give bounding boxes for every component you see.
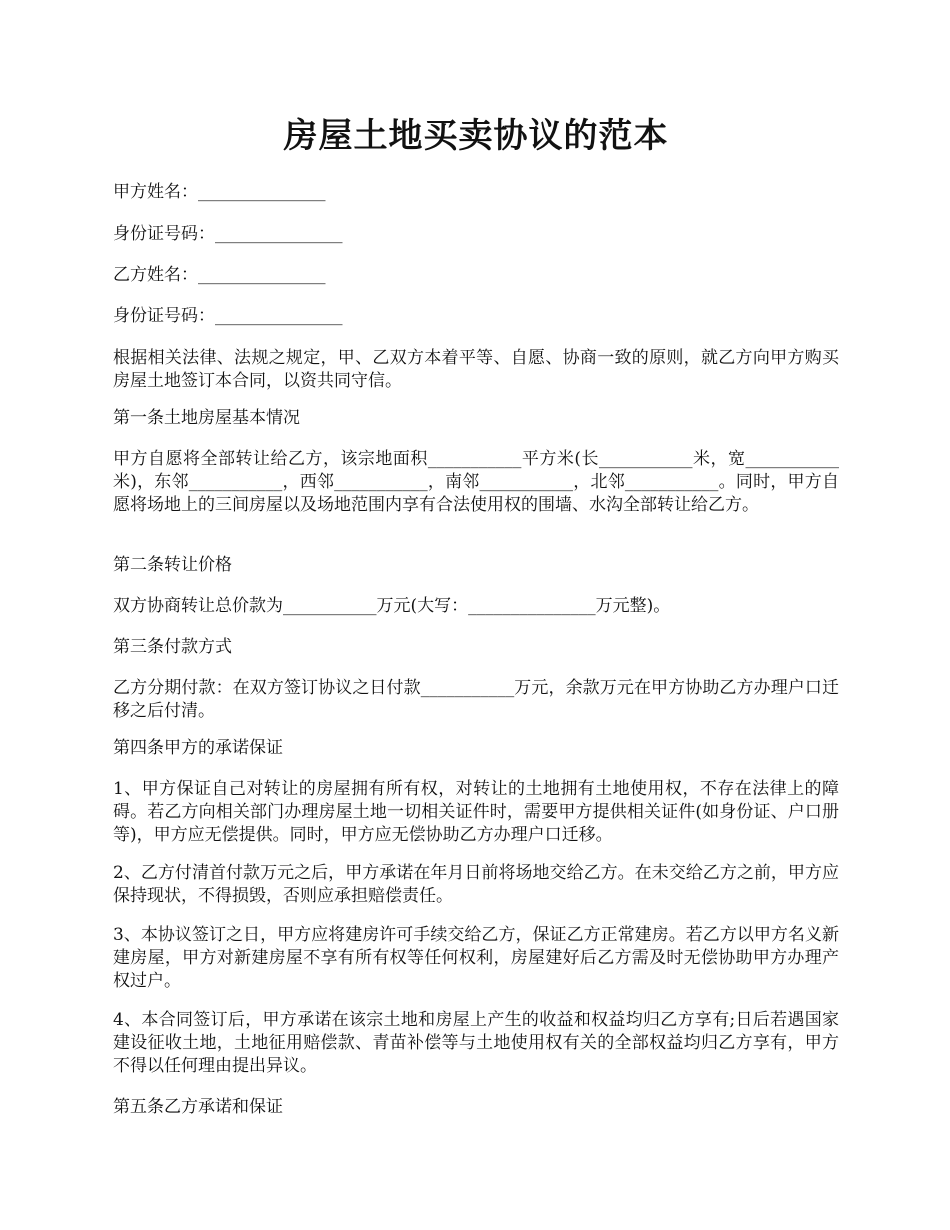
section-heading-3: 第三条付款方式	[113, 637, 232, 657]
clause-4-4-paragraph: 4、本合同签订后，甲方承诺在该宗土地和房屋上产生的收益和权益均归乙方享有;日后若遇国家建设征收土地，土地征用赔偿款、青苗补偿等与土地使用权有关的全部权益均归乙方享有，甲方不得以任何理由提出异议。	[113, 1010, 839, 1076]
section-1-paragraph: 甲方自愿将全部转让给乙方，该宗地面积___________平方米(长___________米，宽___________米)，东邻___________，西邻___________，南邻___________，北邻___________。同时，甲方自愿将场地上的三间房屋以及场地范围内享有合法使用权的围墙、水沟全部转让给乙方。	[113, 449, 839, 515]
section-heading-5: 第五条乙方承诺和保证	[113, 1097, 283, 1117]
party-b-name-field: 乙方姓名：_______________	[113, 265, 326, 285]
party-b-id-field: 身份证号码：_______________	[113, 306, 343, 326]
section-heading-1: 第一条土地房屋基本情况	[113, 408, 300, 428]
section-2-paragraph: 双方协商转让总价款为___________万元(大写：_______________万元整)。	[113, 596, 671, 616]
section-heading-4: 第四条甲方的承诺保证	[113, 738, 283, 758]
section-heading-2: 第二条转让价格	[113, 555, 232, 575]
clause-4-3-paragraph: 3、本协议签订之日，甲方应将建房许可手续交给乙方，保证乙方正常建房。若乙方以甲方名义新建房屋，甲方对新建房屋不享有所有权等任何权利，房屋建好后乙方需及时无偿协助甲方办理产权过户。	[113, 925, 839, 991]
clause-4-1-paragraph: 1、甲方保证自己对转让的房屋拥有所有权，对转让的土地拥有土地使用权，不存在法律上的障碍。若乙方向相关部门办理房屋土地一切相关证件时，需要甲方提供相关证件(如身份证、户口册等)，甲方应无偿提供。同时，甲方应无偿协助乙方办理户口迁移。	[113, 779, 839, 845]
party-a-name-field: 甲方姓名：_______________	[113, 182, 326, 202]
clause-4-2-paragraph: 2、乙方付清首付款万元之后，甲方承诺在年月日前将场地交给乙方。在未交给乙方之前，甲方应保持现状，不得损毁，否则应承担赔偿责任。	[113, 863, 839, 906]
section-3-paragraph: 乙方分期付款：在双方签订协议之日付款___________万元，余款万元在甲方协助乙方办理户口迁移之后付清。	[113, 678, 839, 721]
party-a-id-field: 身份证号码：_______________	[113, 224, 343, 244]
preamble-paragraph: 根据相关法律、法规之规定，甲、乙双方本着平等、自愿、协商一致的原则，就乙方向甲方购买房屋土地签订本合同，以资共同守信。	[113, 348, 839, 391]
document-title: 房屋土地买卖协议的范本	[283, 116, 669, 156]
